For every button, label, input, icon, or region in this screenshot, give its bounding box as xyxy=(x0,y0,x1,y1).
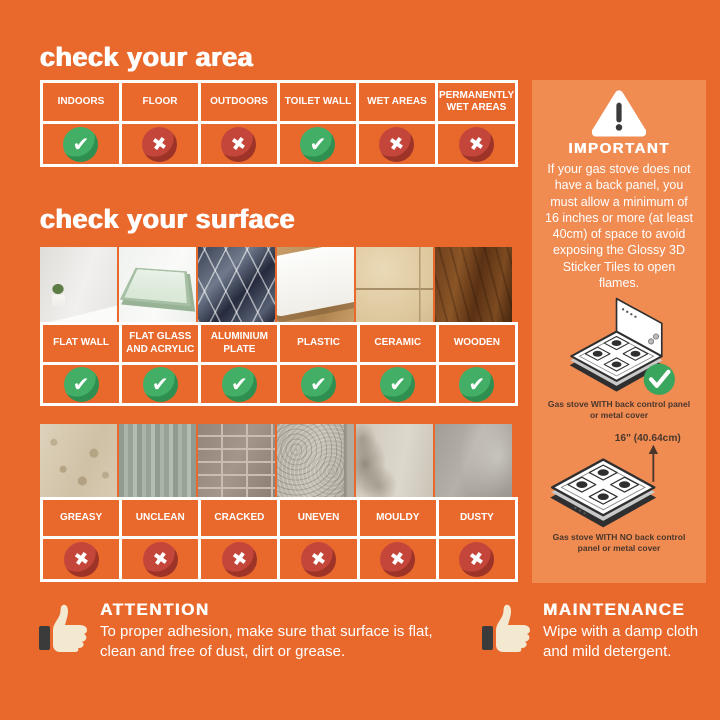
status-cell xyxy=(359,124,435,164)
status-cell xyxy=(201,539,277,579)
important-panel xyxy=(532,80,706,583)
area-col-label: INDOORS xyxy=(43,83,119,121)
area-section-title: check your area xyxy=(40,42,254,72)
surface-col-label: FLAT GLASS AND ACRYLIC xyxy=(122,325,198,362)
surface-col-label: FLAT WALL xyxy=(43,325,119,362)
area-col-label: FLOOR xyxy=(122,83,198,121)
stove-with-panel-caption: Gas stove WITH back control panel or metal cover xyxy=(547,399,691,421)
check-icon xyxy=(380,367,415,402)
status-cell xyxy=(439,539,515,579)
status-cell xyxy=(43,365,119,403)
cross-icon xyxy=(222,542,257,577)
cross-icon xyxy=(301,542,336,577)
surface-col-label: UNCLEAN xyxy=(122,500,198,536)
surface-photo-mouldy xyxy=(356,424,433,497)
surface-photo-wooden xyxy=(435,247,512,322)
attention-body: To proper adhesion, make sure that surface is flat, clean and free of dust, dirt or grease. xyxy=(100,623,433,661)
check-icon xyxy=(63,127,98,162)
surface-section-title: check your surface xyxy=(40,204,296,234)
cross-icon xyxy=(459,127,494,162)
status-cell xyxy=(280,124,356,164)
stove-without-panel-caption: Gas stove WITH NO back control panel or metal cover xyxy=(552,532,686,554)
status-cell xyxy=(360,365,436,403)
surface-photo-unclean xyxy=(119,424,196,497)
check-icon xyxy=(301,367,336,402)
surface-photo-greasy xyxy=(40,424,117,497)
surface-photo-flat-glass xyxy=(119,247,196,322)
attention-note xyxy=(38,600,468,663)
bad-surface-table xyxy=(40,497,518,582)
cross-icon xyxy=(459,542,494,577)
surface-photo-uneven xyxy=(277,424,354,497)
check-icon xyxy=(143,367,178,402)
status-cell xyxy=(438,124,515,164)
status-cell xyxy=(43,539,119,579)
surface-col-label: UNEVEN xyxy=(280,500,356,536)
surface-photo-dusty xyxy=(435,424,512,497)
area-col-label: TOILET WALL xyxy=(280,83,356,121)
cross-icon xyxy=(64,542,99,577)
stove-without-panel-illustration xyxy=(549,428,689,532)
surface-photo-plastic xyxy=(277,247,354,322)
check-icon xyxy=(459,367,494,402)
status-cell xyxy=(122,365,198,403)
area-col-label: OUTDOORS xyxy=(201,83,277,121)
important-title: IMPORTANT xyxy=(568,140,670,157)
measurement-label: 16" (40.64cm) xyxy=(614,433,681,445)
surface-photo-flat-wall xyxy=(40,247,117,322)
important-body: If your gas stove does not have a back panel, you must allow a minimum of 16 inches or more (at least 40cm) of space to avoid exposing the Glossy 3D Sticker Tiles to open flames. xyxy=(545,162,693,290)
status-cell xyxy=(122,124,198,164)
surface-col-label: WOODEN xyxy=(439,325,515,362)
status-cell xyxy=(280,539,356,579)
surface-col-label: CRACKED xyxy=(201,500,277,536)
status-cell xyxy=(43,124,119,164)
thumbs-up-icon xyxy=(481,602,533,654)
good-surface-photos xyxy=(40,247,512,322)
cross-icon xyxy=(142,127,177,162)
surface-col-label: DUSTY xyxy=(439,500,515,536)
surface-col-label: CERAMIC xyxy=(360,325,436,362)
thumbs-up-icon xyxy=(38,602,90,654)
surface-col-label: PLASTIC xyxy=(280,325,356,362)
cross-icon xyxy=(221,127,256,162)
check-icon xyxy=(300,127,335,162)
attention-title: ATTENTION xyxy=(100,600,210,619)
surface-col-label: GREASY xyxy=(43,500,119,536)
check-icon xyxy=(644,364,675,395)
cross-icon xyxy=(380,542,415,577)
status-cell xyxy=(201,365,277,403)
check-icon xyxy=(64,367,99,402)
status-cell xyxy=(122,539,198,579)
cross-icon xyxy=(379,127,414,162)
bad-surface-photos xyxy=(40,424,512,497)
up-arrow-icon xyxy=(649,445,658,482)
area-col-label: WET AREAS xyxy=(359,83,435,121)
status-cell xyxy=(439,365,515,403)
maintenance-body: Wipe with a damp cloth and mild detergent. xyxy=(543,623,699,661)
warning-icon xyxy=(592,89,646,137)
surface-photo-aluminium xyxy=(198,247,275,322)
stove-with-panel-illustration xyxy=(557,297,681,399)
status-cell xyxy=(201,124,277,164)
maintenance-note xyxy=(481,600,719,663)
status-cell xyxy=(280,365,356,403)
status-cell xyxy=(360,539,436,579)
surface-photo-cracked xyxy=(198,424,275,497)
area-col-label: PERMANENTLY WET AREAS xyxy=(438,83,515,121)
maintenance-title: MAINTENANCE xyxy=(543,600,686,619)
good-surface-table xyxy=(40,322,518,406)
surface-photo-ceramic xyxy=(356,247,433,322)
check-icon xyxy=(222,367,257,402)
cross-icon xyxy=(143,542,178,577)
surface-col-label: MOULDY xyxy=(360,500,436,536)
surface-col-label: ALUMINIUM PLATE xyxy=(201,325,277,362)
area-table xyxy=(40,80,518,167)
